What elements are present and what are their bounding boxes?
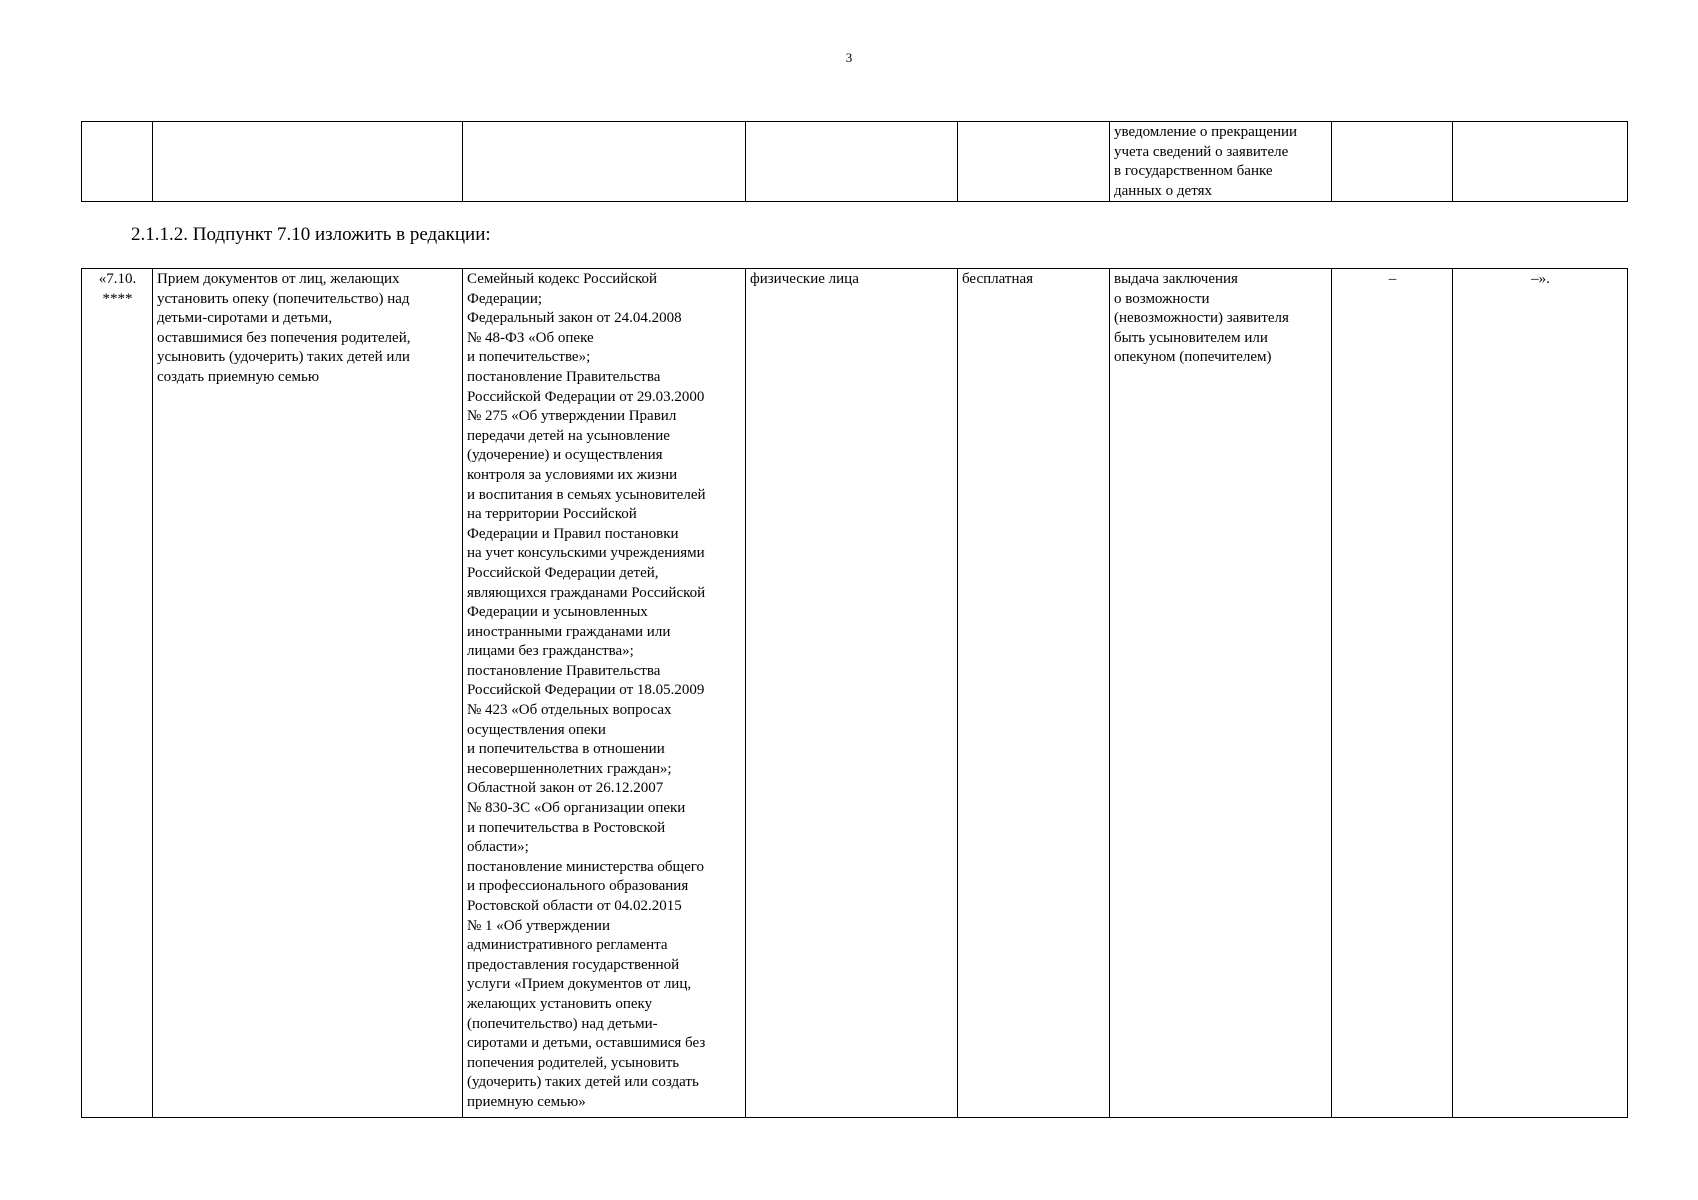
cell-text-line: постановление министерства общего [467,858,705,875]
cell-text-line: № 830-ЗС «Об организации опеки [467,800,686,817]
cell-text-line: Прием документов от лиц, желающих [157,271,400,287]
cell-text-line: и попечительстве»; [467,349,591,366]
cell-text-line: установить опеку (попечительство) над [157,290,410,307]
cell-text-line: сиротами и детьми, оставшимися без [467,1035,706,1052]
table-row [82,269,1628,1118]
cell-text-line: Федерации и Правил постановки [467,525,679,542]
cell-text-line: в государственном банке [1114,163,1273,180]
cell-text-line: бесплатная [962,271,1034,287]
cell-text-line: **** [102,290,133,307]
cell-text-line: контроля за условиями их жизни [467,466,678,483]
cell-service-name [153,122,463,202]
cell-text-line: уведомление о прекращении [1114,124,1298,140]
cell-text-line: услуги «Прием документов от лиц, [467,976,692,993]
cell-text-line: на территории Российской [467,506,637,523]
cell-text-line: «7.10. [98,271,137,287]
cell-text-line: Российской Федерации детей, [467,564,659,581]
cell-text-line: № 1 «Об утверждении [467,917,610,934]
cell-text-line: постановление Правительства [467,368,661,385]
cell-text-line: передачи детей на усыновление [467,427,670,444]
cell-text-line: о возможности [1114,290,1210,307]
cell-text-line: – [1388,271,1397,287]
cell-text-line: являющихся гражданами Российской [467,584,706,601]
section-heading: 2.1.1.2. Подпункт 7.10 изложить в редакции: [131,224,491,245]
cell-text-line: физические лица [750,271,859,287]
cell-text-line: (удочерение) и осуществления [467,447,663,464]
page-number: 3 [845,50,853,65]
cell-text-line: и профессионального образования [467,878,689,895]
cell-text-line: приемную семью» [467,1093,586,1110]
cell-text-line: осуществления опеки [467,721,606,738]
cell-text-line: Российской Федерации от 18.05.2009 [467,682,705,699]
cell-text-line: предоставления государственной [467,956,680,973]
cell-column-7 [1332,269,1453,1118]
cell-text-line: учета сведений о заявителе [1114,143,1289,160]
cell-text-line: Федеральный закон от 24.04.2008 [467,310,682,327]
cell-text-line: административного регламента [467,937,668,954]
cell-text-line: попечения родителей, усыновить [467,1054,680,1071]
cell-number [82,269,153,1118]
cell-text-line: и попечительства в Ростовской [467,819,666,836]
cell-text-line: лицами без гражданства»; [467,643,634,660]
cell-text-line: (попечительство) над детьми- [467,1015,658,1032]
cell-text-line: области»; [467,839,529,856]
cell-text-line: –». [1531,271,1550,287]
cell-legal-basis [463,122,746,202]
cell-text-line: на учет консульскими учреждениями [467,545,705,562]
cell-text-line: № 275 «Об утверждении Правил [467,408,677,425]
cell-text-line: несовершеннолетних граждан»; [467,760,672,777]
cell-column-8 [1453,122,1628,202]
cell-recipients [746,122,958,202]
cell-text-line: выдача заключения [1114,271,1238,287]
cell-text-line: опекуном (попечителем) [1114,349,1272,366]
cell-service-name [153,269,463,1118]
cell-text-line: иностранными гражданами или [467,623,671,640]
cell-text-line: (удочерить) таких детей или создать [467,1074,699,1091]
cell-number [82,122,153,202]
cell-text-line: (невозможности) заявителя [1114,310,1289,327]
table-row [82,122,1628,202]
table-main [81,268,1628,1118]
cell-text-line: Областной закон от 26.12.2007 [467,780,664,797]
cell-text-line: Семейный кодекс Российской [467,271,658,287]
table-top [81,121,1628,202]
cell-text-line: и попечительства в отношении [467,741,665,758]
cell-text-line: Ростовской области от 04.02.2015 [467,898,682,914]
cell-text-line: Федерации и усыновленных [467,604,648,621]
cell-text-line: постановление Правительства [467,662,661,679]
cell-column-7 [1332,122,1453,202]
cell-text-line: и воспитания в семьях усыновителей [467,486,706,503]
cell-cost [958,122,1110,202]
cell-text-line: № 423 «Об отдельных вопросах [467,702,672,719]
cell-text-line: детьми-сиротами и детьми, [157,310,333,327]
cell-text-line: желающих установить опеку [467,995,653,1012]
cell-text-line: № 48-ФЗ «Об опеке [467,329,594,346]
cell-text-line: оставшимися без попечения родителей, [157,329,411,346]
cell-text-line: Федерации; [467,290,543,307]
cell-text-line: усыновить (удочерить) таких детей или [157,349,410,366]
cell-cost [958,269,1110,1118]
cell-text-line: создать приемную семью [157,368,320,385]
cell-text-line: Российской Федерации от 29.03.2000 [467,388,705,405]
cell-result [1110,269,1332,1118]
cell-text-line: быть усыновителем или [1114,329,1268,346]
cell-column-8 [1453,269,1628,1118]
cell-result [1110,122,1332,202]
cell-recipients [746,269,958,1118]
cell-legal-basis [463,269,746,1118]
cell-text-line: данных о детях [1114,182,1212,199]
